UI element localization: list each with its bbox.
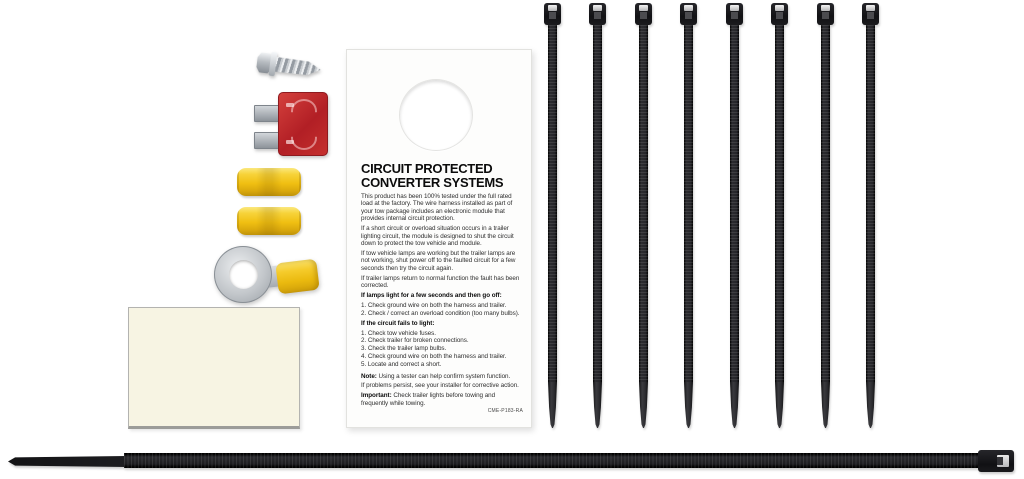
cable-tie-tip: [684, 382, 693, 428]
checklist-item: 2. Check / correct an overload condition (too many bulbs).: [361, 309, 520, 317]
checklist-item: 1. Check tow vehicle fuses.: [361, 329, 436, 337]
cable-tie-slot: [684, 5, 693, 11]
cable-tie-pawl: [776, 12, 783, 19]
checklist-item: 5. Locate and correct a short.: [361, 361, 442, 369]
cable-tie-pawl: [822, 12, 829, 19]
cable-tie-head: [978, 450, 1014, 472]
cable-tie-strap: [548, 25, 557, 382]
checklist-item: 2. Check trailer for broken connections.: [361, 337, 469, 345]
cable-tie-strap: [684, 25, 693, 382]
important-text: Check trailer lights before towing and frequently while towing.: [361, 392, 496, 407]
cable-tie-slot: [639, 5, 648, 11]
cable-tie-strap: [593, 25, 602, 382]
fuse-marking: [286, 140, 294, 144]
hex-head-screw: [255, 47, 324, 85]
cable-tie-tip: [593, 382, 602, 428]
checklist-item: 1. Check ground wire on both the harness and trailer.: [361, 301, 507, 309]
hang-tag-body-text: [361, 193, 523, 410]
cable-tie-7: [817, 0, 834, 430]
cable-tie-8: [862, 0, 879, 430]
important-label: Important:: [361, 392, 392, 400]
cable-tie-tip: [775, 382, 784, 428]
cable-tie-slot: [997, 455, 1009, 467]
cable-tie-head: [635, 3, 652, 25]
cable-tie-tip: [548, 382, 557, 428]
cable-tie-head: [726, 3, 743, 25]
hang-tag-hole: [399, 79, 473, 151]
intro-paragraph: This product has been 100% tested under the full rated load at the factory. The wire harness installed as part of your tow package includes an electronic module that provides internal circuit protection.: [361, 193, 513, 223]
section-heading: If lamps light for a few seconds and then go off:: [361, 292, 502, 300]
cable-tie-head: [862, 3, 879, 25]
cable-tie-tip: [8, 456, 126, 467]
ring-terminal-hole: [229, 260, 258, 289]
cable-tie-head: [817, 3, 834, 25]
note-text: Using a tester can help confirm system function.: [376, 372, 511, 380]
instruction-hang-tag: [346, 49, 532, 428]
cable-tie-head: [544, 3, 561, 25]
section-heading: If the circuit fails to light:: [361, 320, 435, 328]
checklist-item: 4. Check ground wire on both the harness and trailer.: [361, 353, 507, 361]
cable-tie-tip: [821, 382, 830, 428]
intro-paragraph: If a short circuit or overload situation occurs in a trailer lighting circuit, the module is designed to shut the circuit down to protect the tow vehicle and module.: [361, 225, 514, 247]
title-line-2: CONVERTER SYSTEMS: [361, 174, 504, 190]
cable-tie-5: [726, 0, 743, 430]
intro-paragraph: If tow vehicle lamps are working but the trailer lamps are not working, shut power off to the faulted circuit for a few seconds then try the circuit again.: [361, 249, 516, 272]
intro-paragraph: If trailer lamps return to normal function the fault has been corrected.: [361, 274, 520, 289]
cable-tie-pawl: [685, 12, 692, 19]
note-label: Note:: [361, 372, 377, 380]
screw-threaded-shank: [275, 56, 322, 77]
cable-tie-pawl: [640, 12, 647, 19]
note-line: [361, 373, 523, 380]
cable-tie-head: [771, 3, 788, 25]
cable-tie-strap: [821, 25, 830, 382]
cable-tie-strap: [775, 25, 784, 382]
title-line-1: CIRCUIT PROTECTED: [361, 161, 493, 176]
cable-tie-slot: [775, 5, 784, 11]
cable-tie-tip: [866, 382, 875, 428]
butt-connector-2: [237, 207, 301, 235]
cable-tie-pawl: [731, 12, 738, 19]
ring-terminal-sleeve: [275, 259, 319, 295]
cable-tie-tip: [639, 382, 648, 428]
important-line: [361, 392, 523, 407]
cable-tie-head: [589, 3, 606, 25]
cable-tie-strap: [639, 25, 648, 382]
hang-tag-title: [361, 162, 521, 189]
cable-tie-slot: [866, 5, 875, 11]
cable-tie-tip: [730, 382, 739, 428]
cable-tie-slot: [593, 5, 602, 11]
cable-tie-slot: [730, 5, 739, 11]
cable-tie-strap: [124, 453, 980, 468]
adhesive-pad: [128, 307, 300, 429]
cable-tie-2: [589, 0, 606, 430]
cable-tie-pawl: [549, 12, 556, 19]
cable-tie-6: [771, 0, 788, 430]
cable-tie-strap: [730, 25, 739, 382]
checklist-item: 3. Check the trailer lamp bulbs.: [361, 345, 447, 353]
cable-tie-pawl: [867, 12, 874, 19]
cable-tie-head: [680, 3, 697, 25]
cable-tie-1: [544, 0, 561, 430]
persist-line: If problems persist, see your installer for corrective action.: [361, 382, 519, 390]
cable-tie-pawl: [997, 457, 1003, 465]
cable-tie-pawl: [594, 12, 601, 19]
cable-tie-strap: [866, 25, 875, 382]
cable-tie-slot: [548, 5, 557, 11]
cable-tie-4: [680, 0, 697, 430]
cable-tie-3: [635, 0, 652, 430]
part-number: CME-P183-RA: [487, 408, 523, 414]
butt-connector-1: [237, 168, 301, 196]
cable-tie-slot: [821, 5, 830, 11]
fuse-marking: [286, 103, 294, 107]
